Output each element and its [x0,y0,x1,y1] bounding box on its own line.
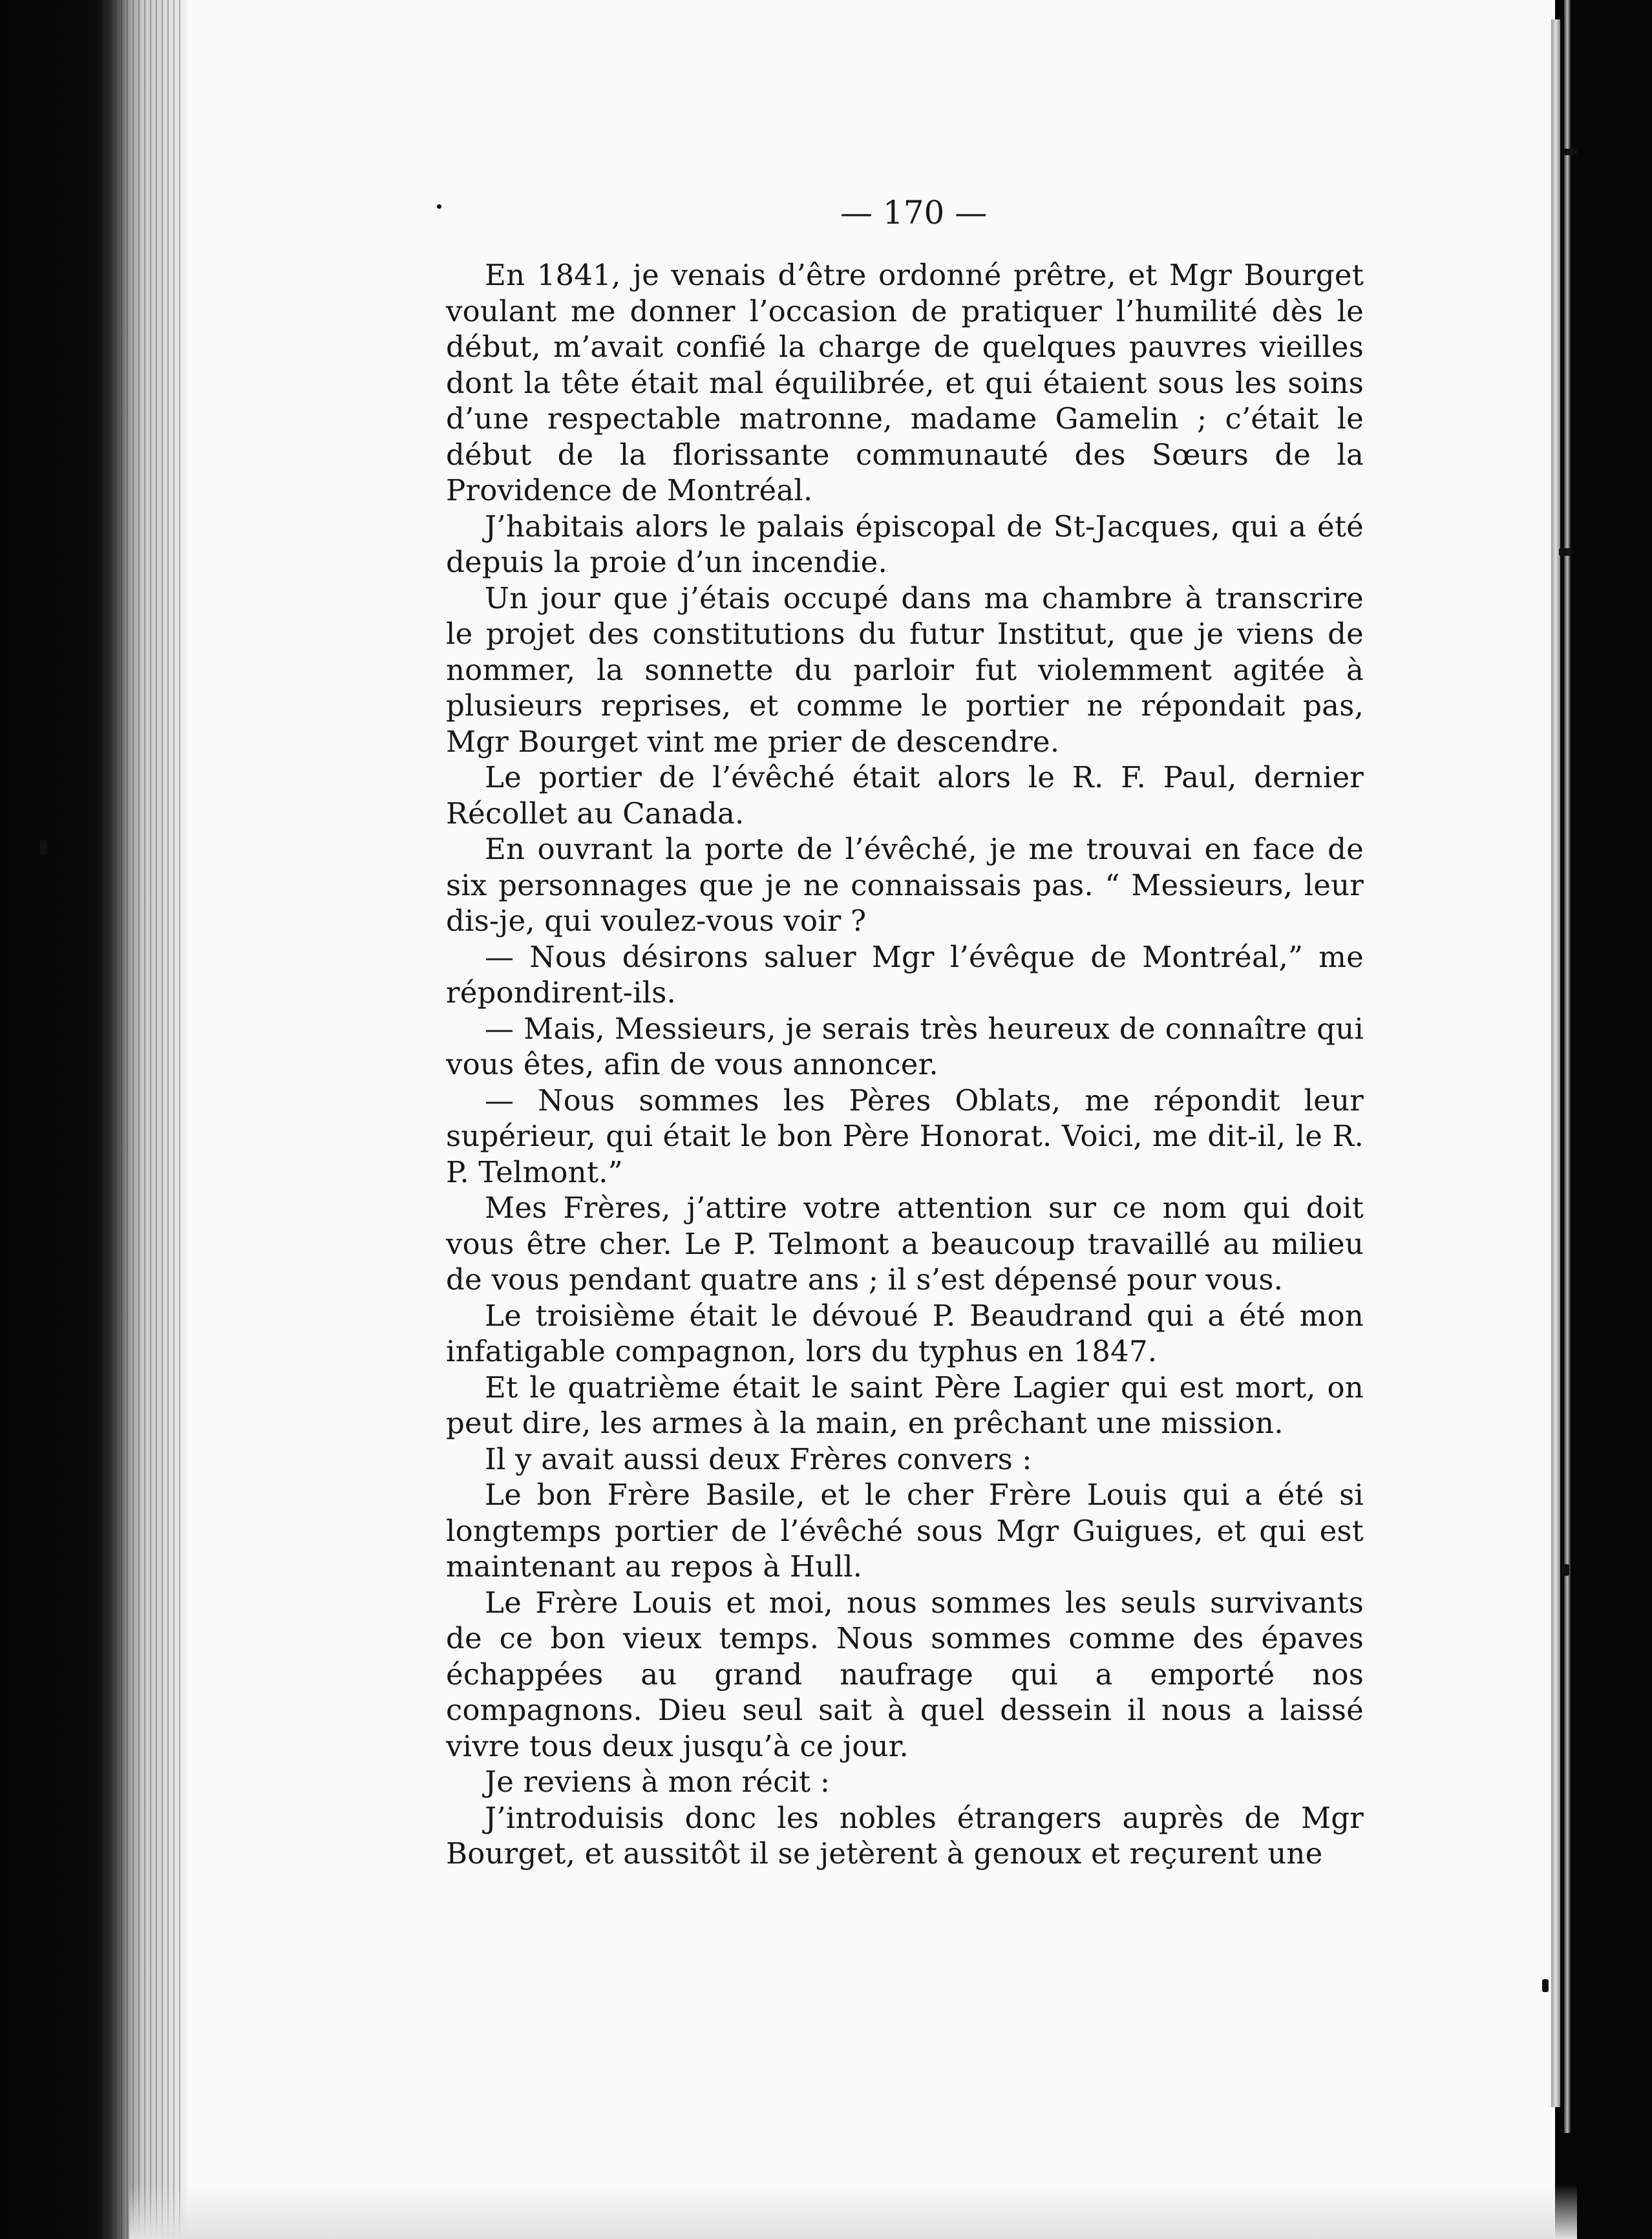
scan-speck [437,204,441,209]
paragraph: J’habitais alors le palais épiscopal de St-Jacques, qui a été depuis la proie d’un incendie. [446,509,1364,579]
scan-speck [1559,548,1572,556]
paragraph: En ouvrant la porte de l’évêché, je me trouvai en face de six personnages que je ne connaissais pas. “ Messieurs, leur dis-je, qui voulez-vous voir ? [446,832,1364,938]
scan-speck [1563,149,1577,155]
paragraph: Le troisième était le dévoué P. Beaudrand qui a été mon infatigable compagnon, lors du typhus en 1847. [446,1298,1364,1368]
bottom-shadow [129,2185,1577,2239]
paragraph: — Nous sommes les Pères Oblats, me répondit leur supérieur, qui était le bon Père Honorat. Voici, me dit-il, le R. P. Telmont.” [446,1083,1364,1189]
paragraph: En 1841, je venais d’être ordonné prêtre, et Mgr Bourget voulant me donner l’occasion de pratiquer l’humilité dès le début, m’avait confié la charge de quelques pauvres vieilles dont la tête était mal équilibrée, et qui étaient sous les soins d’une respectable matronne, madame Gamelin ; c’était le début de la florissante communauté des Sœurs de la Providence de Montréal. [446,258,1364,507]
paragraph: Je reviens à mon récit : [485,1765,831,1799]
paragraph: Un jour que j’étais occupé dans ma chambre à transcrire le projet des constitutions du futur Institut, que je viens de nommer, la sonnette du parloir fut violemment agitée à plusieurs reprises, et comme le portier ne répondait pas, Mgr Bourget vint me prier de descendre. [446,580,1364,759]
body-text [446,257,1364,1872]
paragraph: Le portier de l’évêché était alors le R. F. Paul, dernier Récollet au Canada. [446,760,1364,831]
scan-speck [40,840,47,854]
page-number: — 170 — [840,194,988,231]
right-binding-edge [1564,0,1571,2133]
paragraph: — Mais, Messieurs, je serais très heureux de connaître qui vous êtes, afin de vous annoncer. [446,1011,1364,1081]
paragraph: Et le quatrième était le saint Père Lagier qui est mort, on peut dire, les armes à la main, en prêchant une mission. [446,1370,1364,1440]
paragraph: — Nous désirons saluer Mgr l’évêque de Montréal,” me répondirent-ils. [446,939,1364,1010]
paragraph: Le Frère Louis et moi, nous sommes les seuls survivants de ce bon vieux temps. Nous sommes comme des épaves échappées au grand naufrage qui a emporté nos compagnons. Dieu seul sait à quel dessein il nous a laissé vivre tous deux jusqu’à ce jour. [446,1585,1364,1763]
right-binding-strip [1551,19,1560,2107]
scan-speck [1562,1564,1569,1576]
scan-speck [1542,1979,1549,1992]
paragraph: Mes Frères, j’attire votre attention sur ce nom qui doit vous être cher. Le P. Telmont a beaucoup travaillé au milieu de vous pendant quatre ans ; il s’est dépensé pour vous. [446,1191,1364,1297]
paragraph: J’introduisis donc les nobles étrangers auprès de Mgr Bourget, et aussitôt il se jetèrent à genoux et reçurent une [446,1800,1364,1871]
paragraph: Il y avait aussi deux Frères convers : [485,1441,1032,1476]
paragraph: Le bon Frère Basile, et le cher Frère Louis qui a été si longtemps portier de l’évêché sous Mgr Guigues, et qui est maintenant au repos à Hull. [446,1478,1364,1584]
page-stack-lines [103,0,181,2239]
